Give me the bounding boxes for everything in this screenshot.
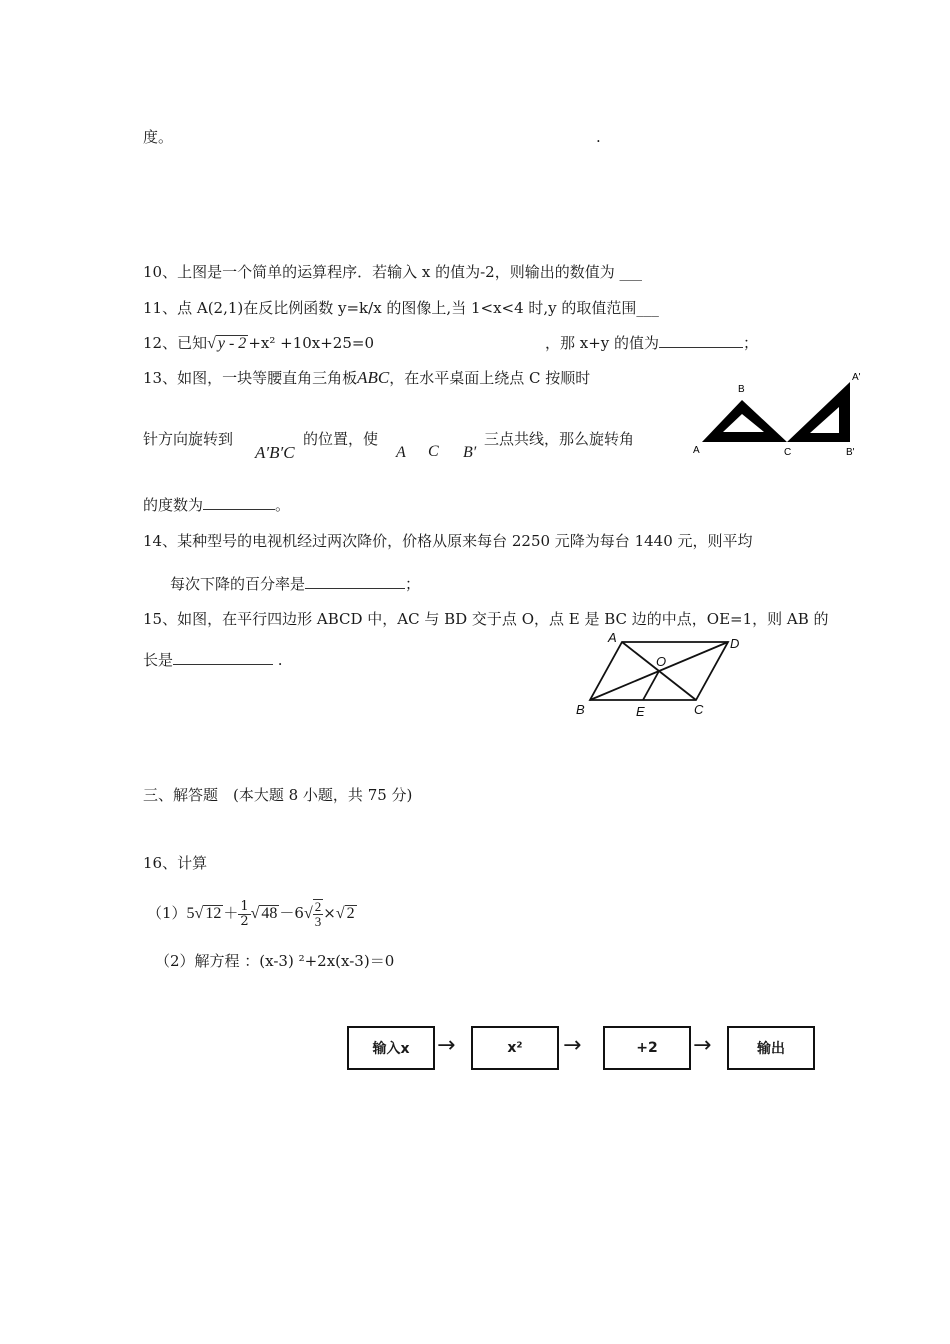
q13-line2-suffix: 三点共线，那么旋转角: [484, 430, 635, 448]
label-b: B: [738, 384, 745, 395]
label-c: C: [694, 702, 704, 717]
question-12: [143, 333, 374, 354]
q13-abc-prime: A′B′C: [255, 443, 295, 462]
label-b: B: [576, 702, 585, 717]
question-14-line1: 14、某种型号的电视机经过两次降价，价格从原来每台 2250 元降为每台 1440 元，则平均: [143, 532, 753, 550]
q13-abc: ABC: [357, 368, 390, 387]
q13-line2-prefix: 针方向旋转到: [143, 430, 234, 448]
radicand-2: 2: [346, 905, 355, 922]
sqrt-12: √ 12: [194, 905, 222, 922]
top-text: 度。: [143, 128, 174, 146]
q15-blank: [173, 650, 273, 665]
question-11: 11、点 A(2,1)在反比例函数 y=k/x 的图像上,当 1<x<4 时,y 的取值范围___: [143, 299, 659, 317]
sqrt-frac-num: 2: [314, 899, 322, 915]
frac-num: 1: [240, 898, 249, 914]
times-sign: ×: [323, 904, 336, 922]
q12-radicand: y - 2: [217, 335, 247, 352]
flow-box-square: x²: [471, 1026, 559, 1070]
q12-answer: [545, 333, 758, 353]
question-13-line3: [143, 495, 290, 515]
question-15-line1: 15、如图，在平行四边形 ABCD 中，AC 与 BD 交于点 O，点 E 是 BC 边的中点，OE=1，则 AB 的: [143, 610, 829, 628]
flow-box-input: 输入x: [347, 1026, 435, 1070]
q12-suffix: ，那 x+y 的值为: [545, 334, 660, 352]
q14-line2: 每次下降的百分率是: [170, 575, 306, 593]
question-16-title: 16、计算: [143, 854, 208, 872]
top-dot: .: [596, 128, 601, 146]
question-10: 10、上图是一个简单的运算程序．若输入 x 的值为-2，则输出的数值为 ___: [143, 263, 642, 281]
question-15-line2: [143, 650, 283, 670]
plus-sign: ＋: [223, 904, 239, 922]
q13-line3-end: 。: [275, 496, 291, 514]
flow-arrow-2: →: [563, 1033, 582, 1058]
triangle-abc: [702, 400, 787, 442]
q13-line2-mid: 的位置，使: [303, 430, 379, 448]
rotation-figure: [690, 370, 870, 460]
q12-prefix: 12、已知: [143, 334, 208, 352]
label-a-prime: A': [852, 372, 861, 383]
flow-box-output: 输出: [727, 1026, 815, 1070]
flow-arrow-1: →: [437, 1033, 456, 1058]
question-14-line2: [170, 574, 420, 594]
label-a: A: [608, 630, 617, 645]
q12-blank: [659, 333, 743, 348]
frac-den: 2: [240, 913, 249, 929]
q13-line3: 的度数为: [143, 496, 204, 514]
radicand-12: 12: [205, 905, 222, 922]
q13-b-prime: B′: [463, 444, 477, 461]
q13-prefix: 13、如图，一块等腰直角三角板: [143, 369, 358, 387]
q16-part1: [147, 898, 357, 929]
label-e: E: [636, 704, 645, 719]
q14-end: ；: [405, 575, 421, 593]
label-c: C: [784, 447, 792, 458]
q12-mid: +x² +10x+25=0: [248, 334, 375, 352]
sqrt-48: √ 48: [250, 905, 278, 922]
q15-end: .: [277, 651, 283, 669]
radicand-48: 48: [261, 905, 278, 922]
label-d: D: [730, 636, 740, 651]
q13-suffix: ，在水平桌面上绕点 C 按顺时: [389, 369, 591, 387]
flow-box-plus-two: +2: [603, 1026, 691, 1070]
q12-sqrt: √ y - 2: [207, 335, 247, 352]
label-o: O: [656, 654, 667, 669]
sqrt-frac-den: 3: [314, 914, 322, 930]
label-b-prime: B': [846, 447, 855, 458]
q13-a-label: A: [396, 444, 406, 461]
question-13-line1: [143, 368, 590, 388]
q14-blank: [305, 574, 405, 589]
q13-blank: [203, 495, 275, 510]
q16-p1-label: （1）: [147, 904, 187, 922]
q12-end: ；: [743, 334, 759, 352]
q16-p1-coef: 5: [186, 905, 195, 922]
section-3-heading: 三、解答题 (本大题 8 小题，共 75 分): [143, 786, 413, 804]
parallelogram-figure: [570, 630, 750, 720]
sqrt-2: √ 2: [335, 905, 355, 922]
sqrt-two-thirds: √ $\frac{2}{3}$: [303, 899, 322, 930]
segment-oe: [643, 671, 659, 700]
triangle-abc-prime: [787, 382, 850, 442]
fraction-half: [238, 900, 250, 929]
q15-line2: 长是: [143, 651, 174, 669]
q16-part2: （2）解方程 ：(x-3) ²+2x(x-3)＝0: [155, 952, 395, 970]
minus-six: －6: [279, 904, 304, 922]
flow-arrow-3: →: [693, 1033, 712, 1058]
q13-c-label: C: [428, 443, 439, 460]
label-a: A: [693, 445, 700, 456]
